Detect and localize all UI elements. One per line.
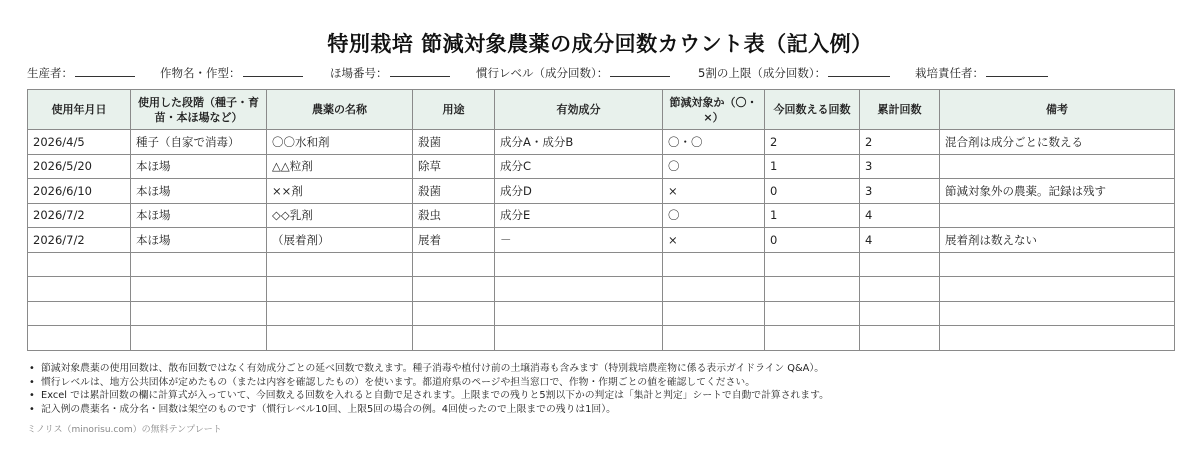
column-header: 備考	[940, 90, 1175, 130]
table-cell[interactable]	[413, 277, 495, 302]
bullet-icon: •	[29, 390, 35, 401]
table-cell[interactable]	[495, 326, 663, 351]
table-row	[28, 154, 1175, 179]
field-0	[27, 64, 135, 81]
note-text: 記入例の農薬名・成分名・回数は架空のものです（慣行レベル10回、上限5回の場合の例。4回使ったので上限までの残りは1回）。	[41, 403, 616, 415]
table-cell[interactable]	[495, 277, 663, 302]
table-cell[interactable]	[495, 252, 663, 277]
table-body	[28, 130, 1175, 351]
column-header: 用途	[413, 90, 495, 130]
column-header: 農薬の名称	[267, 90, 413, 130]
note-item	[27, 376, 1177, 390]
table-cell[interactable]	[131, 301, 267, 326]
page-title: 特別栽培 節減対象農薬の成分回数カウント表（記入例）	[327, 32, 873, 56]
bullet-icon: •	[29, 376, 35, 388]
table-cell[interactable]: 混合剤は成分ごとに数える	[940, 130, 1175, 155]
table-cell[interactable]: 展着剤は数えない	[940, 228, 1175, 253]
table-cell[interactable]	[131, 252, 267, 277]
table-cell[interactable]: 3	[860, 154, 940, 179]
table-row	[28, 252, 1175, 277]
column-header: 累計回数	[860, 90, 940, 130]
column-header: 有効成分	[495, 90, 663, 130]
table-cell[interactable]	[663, 326, 765, 351]
table-cell[interactable]: 種子（自家で消毒）	[131, 130, 267, 155]
table-cell[interactable]: 本ほ場	[131, 203, 267, 228]
table-cell[interactable]	[765, 301, 860, 326]
column-header: 今回数える回数	[765, 90, 860, 130]
field-3	[476, 64, 670, 81]
table-cell[interactable]	[131, 277, 267, 302]
field-input-line[interactable]	[986, 64, 1048, 77]
table-cell[interactable]	[765, 252, 860, 277]
table-cell[interactable]	[663, 277, 765, 302]
table-cell[interactable]: 〇・〇	[663, 130, 765, 155]
table-cell[interactable]: 〇	[663, 203, 765, 228]
table-cell[interactable]: 4	[860, 228, 940, 253]
field-2	[330, 64, 450, 81]
table-row	[28, 179, 1175, 204]
note-text: 節減対象農薬の使用回数は、散布回数ではなく有効成分ごとの延べ回数で数えます。種子消毒や植付け前の土壌消毒も含みます（特別栽培農産物に係る表示ガイドライン Q&A）。	[41, 363, 825, 374]
table-cell[interactable]	[940, 277, 1175, 302]
table-row	[28, 228, 1175, 253]
pesticide-count-table	[27, 89, 1175, 351]
table-cell[interactable]	[663, 252, 765, 277]
field-input-line[interactable]	[75, 64, 135, 77]
field-input-line[interactable]	[610, 64, 670, 77]
field-label: 生産者：	[27, 66, 73, 80]
column-header: 使用した段階（種子・育苗・本ほ場など）	[131, 90, 267, 130]
table-cell[interactable]: 節減対象外の農薬。記録は残す	[940, 179, 1175, 204]
table-cell[interactable]: 本ほ場	[131, 179, 267, 204]
field-input-line[interactable]	[828, 64, 890, 77]
table-row	[28, 301, 1175, 326]
table-cell[interactable]	[28, 277, 131, 302]
table-cell[interactable]: 本ほ場	[131, 228, 267, 253]
table-cell[interactable]: 1	[765, 203, 860, 228]
table-cell[interactable]: 2	[860, 130, 940, 155]
table-cell[interactable]: 除草	[413, 154, 495, 179]
field-input-line[interactable]	[243, 64, 303, 77]
table-cell[interactable]: 殺菌	[413, 130, 495, 155]
table-cell[interactable]	[267, 277, 413, 302]
table-cell[interactable]: 2026/7/2	[28, 203, 131, 228]
bullet-icon: •	[29, 363, 35, 374]
footer-credit: ミノリス（minorisu.com）の無料テンプレート	[27, 425, 222, 435]
table-cell[interactable]: 成分C	[495, 154, 663, 179]
table-cell[interactable]: ××剤	[267, 179, 413, 204]
table-cell[interactable]	[940, 326, 1175, 351]
table-cell[interactable]	[495, 301, 663, 326]
table-cell[interactable]	[131, 326, 267, 351]
table-row	[28, 130, 1175, 155]
field-input-line[interactable]	[390, 64, 450, 77]
field-label: 5割の上限（成分回数）：	[698, 66, 827, 80]
table-cell[interactable]	[940, 154, 1175, 179]
table-cell[interactable]	[413, 326, 495, 351]
notes-list	[27, 362, 1177, 416]
table-row	[28, 277, 1175, 302]
table-cell[interactable]	[267, 252, 413, 277]
table-row	[28, 326, 1175, 351]
table-row	[28, 203, 1175, 228]
table-cell[interactable]: 3	[860, 179, 940, 204]
table-cell[interactable]: 1	[765, 154, 860, 179]
note-item	[27, 389, 1177, 403]
note-item	[27, 403, 1177, 417]
table-cell[interactable]: 0	[765, 228, 860, 253]
table-cell[interactable]: 2026/4/5	[28, 130, 131, 155]
table-cell[interactable]	[940, 252, 1175, 277]
table-cell[interactable]	[765, 326, 860, 351]
field-label: 作物名・作型：	[160, 66, 241, 80]
table-cell[interactable]	[860, 326, 940, 351]
table-cell[interactable]	[765, 277, 860, 302]
table-cell[interactable]: 殺菌	[413, 179, 495, 204]
table-cell[interactable]	[28, 326, 131, 351]
table-cell[interactable]: 2	[765, 130, 860, 155]
table-cell[interactable]: ×	[663, 228, 765, 253]
table-cell[interactable]	[413, 252, 495, 277]
table-cell[interactable]: 展着	[413, 228, 495, 253]
table-cell[interactable]: 4	[860, 203, 940, 228]
table-cell[interactable]	[413, 301, 495, 326]
table-cell[interactable]	[860, 252, 940, 277]
column-header: 節減対象か（〇・×）	[663, 90, 765, 130]
table-cell[interactable]: 2026/6/10	[28, 179, 131, 204]
table-header-row	[28, 90, 1175, 130]
field-5	[915, 64, 1048, 81]
table-cell[interactable]: 本ほ場	[131, 154, 267, 179]
table-cell[interactable]: ◇◇乳剤	[267, 203, 413, 228]
field-label: 栽培責任者：	[915, 66, 984, 80]
table-cell[interactable]	[267, 326, 413, 351]
table-cell[interactable]	[860, 301, 940, 326]
table-cell[interactable]: 成分E	[495, 203, 663, 228]
table-cell[interactable]: －	[495, 228, 663, 253]
table-cell[interactable]: 〇	[663, 154, 765, 179]
table-cell[interactable]: 2026/5/20	[28, 154, 131, 179]
field-4	[698, 64, 890, 81]
note-item	[27, 362, 1177, 376]
field-label: 慣行レベル（成分回数）：	[476, 66, 609, 80]
table-cell[interactable]	[940, 203, 1175, 228]
field-label: ほ場番号：	[330, 66, 388, 80]
table-cell[interactable]	[663, 301, 765, 326]
table-cell[interactable]: △△粒剤	[267, 154, 413, 179]
table-cell[interactable]: 〇〇水和剤	[267, 130, 413, 155]
table-cell[interactable]	[28, 252, 131, 277]
table-cell[interactable]	[267, 301, 413, 326]
column-header: 使用年月日	[28, 90, 131, 130]
field-1	[160, 64, 303, 81]
table-cell[interactable]	[860, 277, 940, 302]
note-text: Excel では累計回数の欄に計算式が入っていて、今回数える回数を入れると自動で足されます。上限までの残りと5割以下かの判定は「集計と判定」シートで自動で計算されます。	[41, 390, 829, 401]
table-cell[interactable]: 0	[765, 179, 860, 204]
bullet-icon: •	[29, 403, 35, 415]
table-cell[interactable]: 成分A・成分B	[495, 130, 663, 155]
table-cell[interactable]	[28, 301, 131, 326]
header-fields	[27, 64, 1177, 82]
table-cell[interactable]: 殺虫	[413, 203, 495, 228]
table-cell[interactable]: 2026/7/2	[28, 228, 131, 253]
table-cell[interactable]: ×	[663, 179, 765, 204]
note-text: 慣行レベルは、地方公共団体が定めたもの（または内容を確認したもの）を使います。都道府県のページや担当窓口で、作物・作期ごとの値を確認してください。	[41, 376, 755, 388]
table-cell[interactable]: （展着剤）	[267, 228, 413, 253]
table-cell[interactable]: 成分D	[495, 179, 663, 204]
table-cell[interactable]	[940, 301, 1175, 326]
